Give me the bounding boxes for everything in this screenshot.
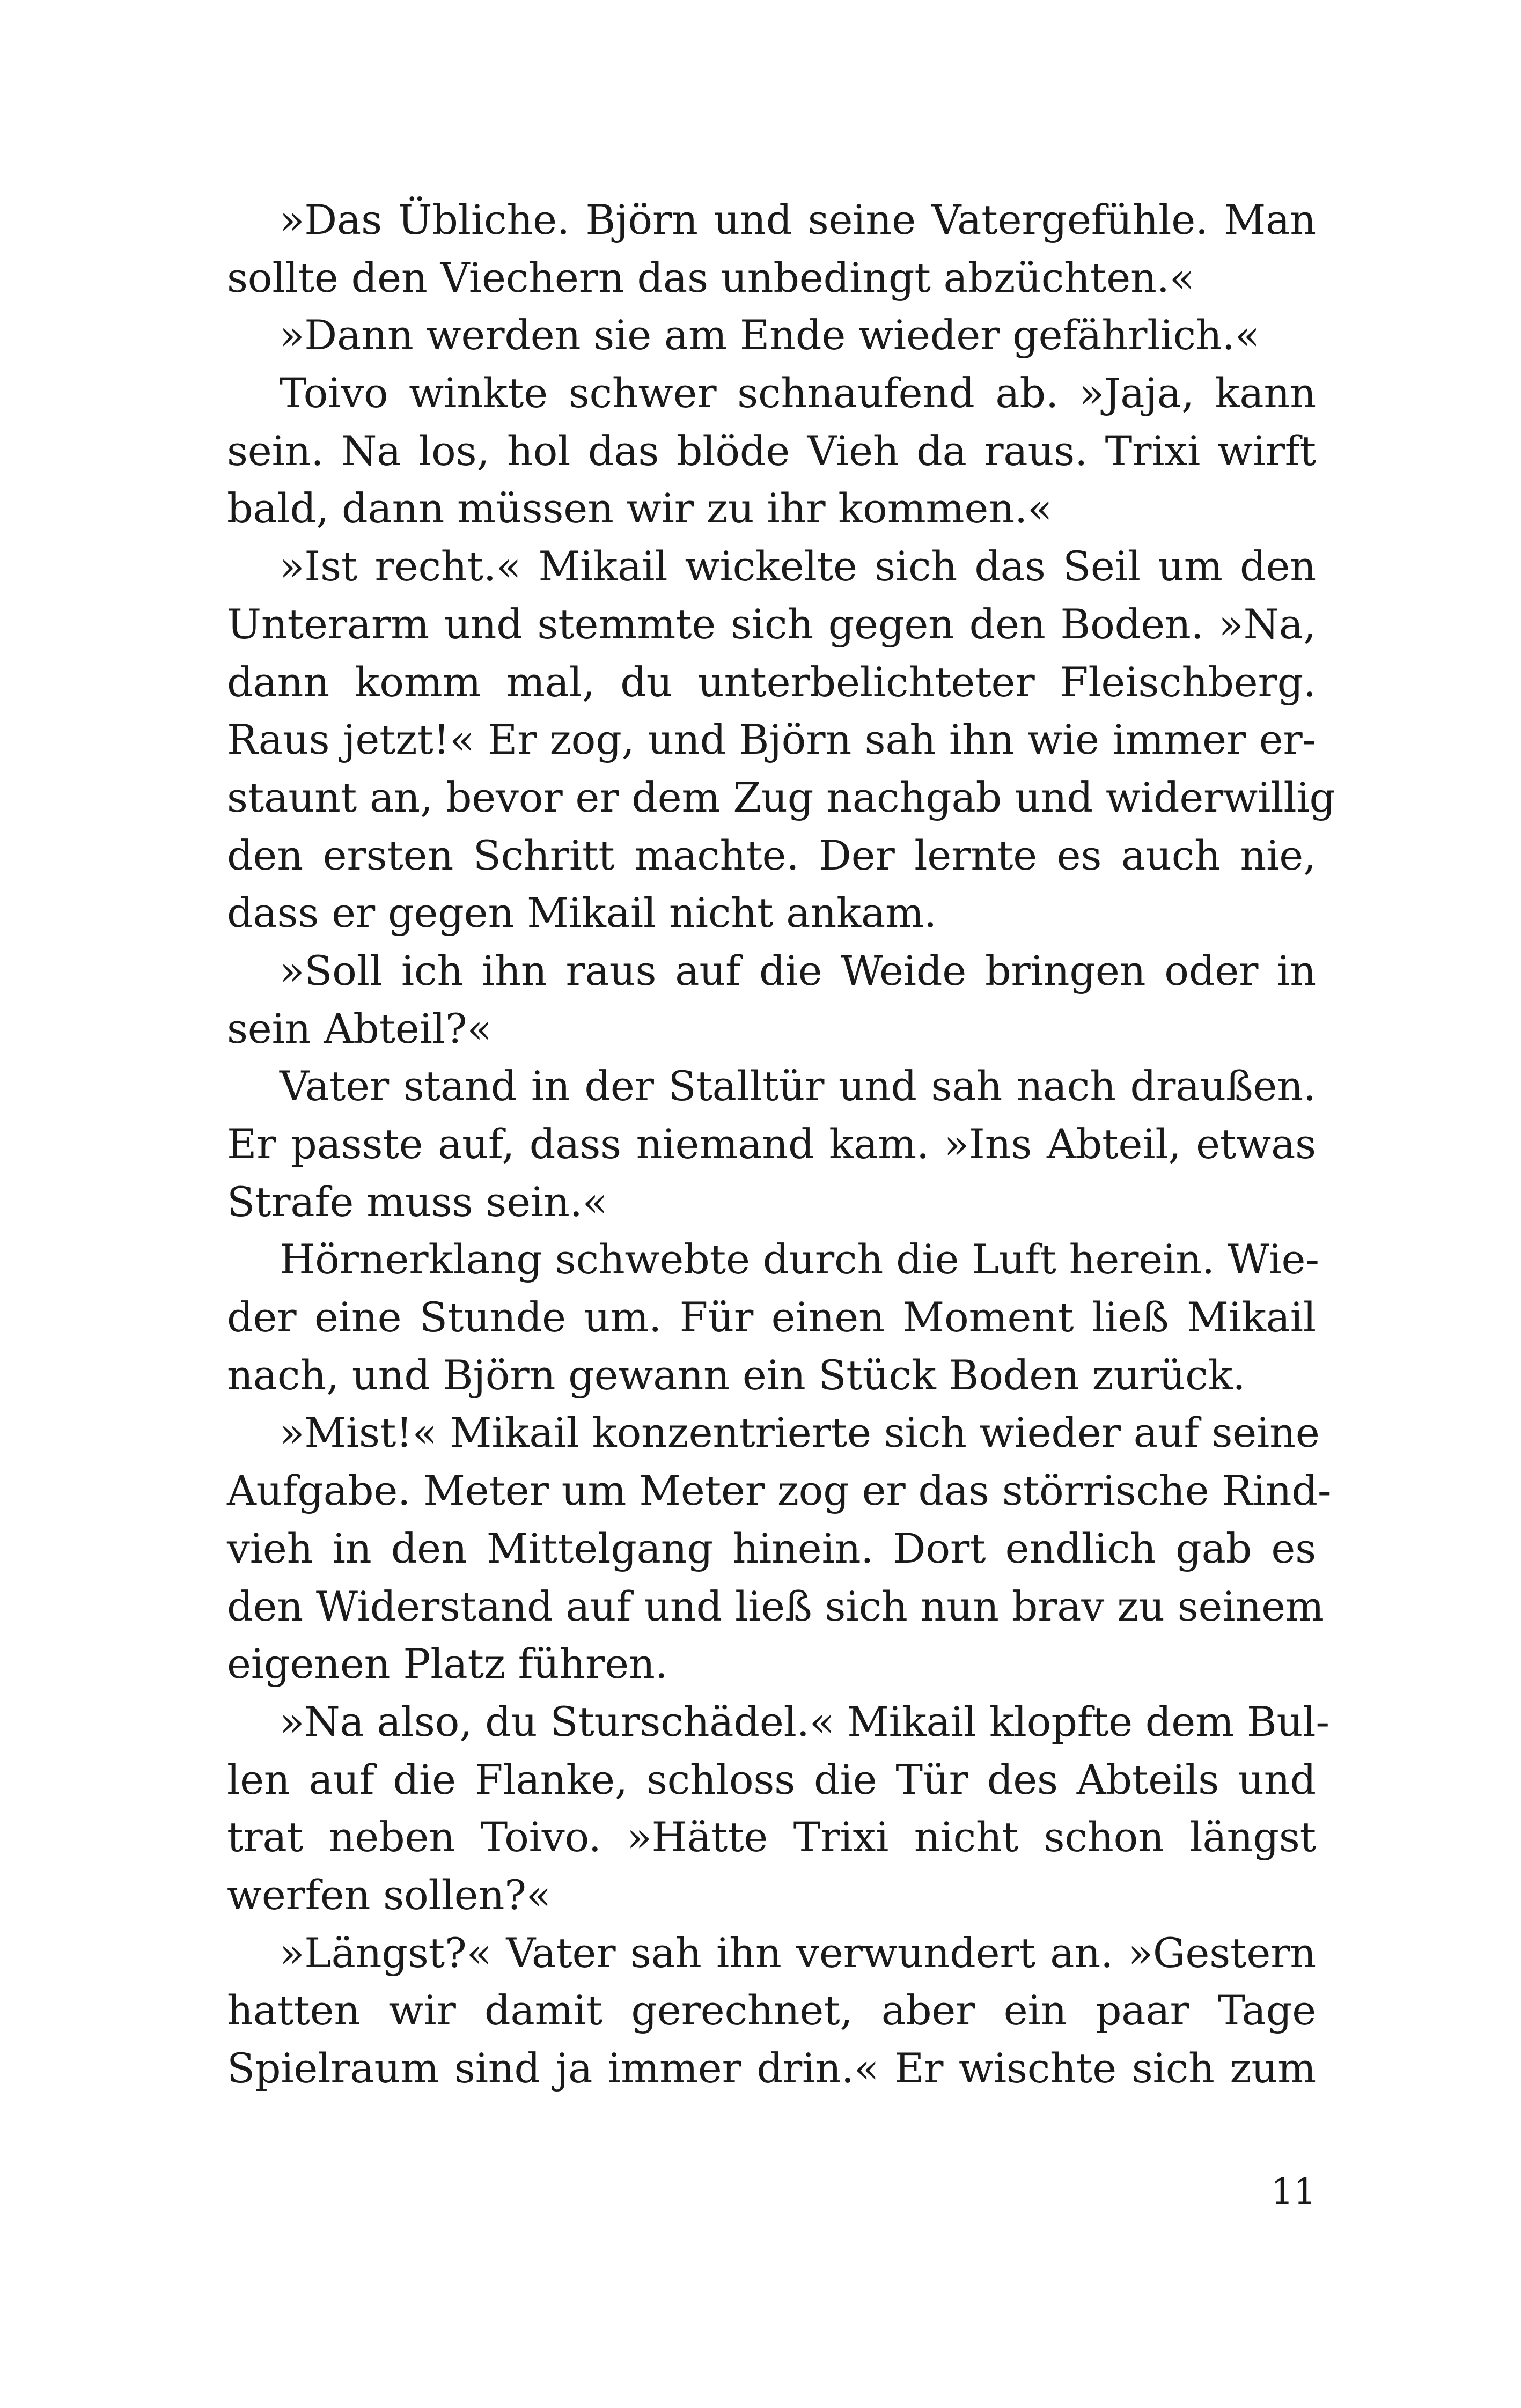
text-line: »Mist!« Mikail konzentrierte sich wieder auf seine bbox=[280, 1409, 1320, 1457]
text-line: vieh in den Mittelgang hinein. Dort endlich gab es bbox=[227, 1524, 1316, 1572]
text-line: Vater stand in der Stalltür und sah nach draußen. bbox=[280, 1062, 1316, 1110]
text-line: werfen sollen?« bbox=[227, 1871, 552, 1919]
body-text bbox=[227, 191, 1335, 2097]
text-line: »Längst?« Vater sah ihn verwundert an. »Gestern bbox=[280, 1928, 1316, 1977]
text-line: nach, und Björn gewann ein Stück Boden zurück. bbox=[227, 1351, 1246, 1399]
text-line: »Dann werden sie am Ende wieder gefährlich.« bbox=[280, 311, 1260, 359]
text-line: »Das Übliche. Björn und seine Vatergefühle. Man bbox=[280, 196, 1316, 244]
text-line: eigenen Platz führen. bbox=[227, 1640, 668, 1688]
text-line: hatten wir damit gerechnet, aber ein paar Tage bbox=[227, 1986, 1316, 2035]
text-line: »Soll ich ihn raus auf die Weide bringen oder in bbox=[280, 946, 1316, 995]
text-line: trat neben Toivo. »Hätte Trixi nicht schon längst bbox=[227, 1813, 1316, 1861]
text-line: »Ist recht.« Mikail wickelte sich das Seil um den bbox=[280, 542, 1316, 591]
text-line: sein. Na los, hol das blöde Vieh da raus. Trixi wirft bbox=[227, 426, 1316, 475]
text-line: dass er gegen Mikail nicht ankam. bbox=[227, 889, 937, 937]
text-line: staunt an, bevor er dem Zug nachgab und widerwillig bbox=[227, 773, 1335, 821]
text-line: der eine Stunde um. Für einen Moment ließ Mikail bbox=[227, 1293, 1316, 1342]
text-line: »Na also, du Sturschädel.« Mikail klopfte dem Bul- bbox=[280, 1697, 1329, 1746]
text-line: sein Abteil?« bbox=[227, 1004, 492, 1052]
text-line: den Widerstand auf und ließ sich nun brav zu seinem bbox=[227, 1582, 1324, 1630]
text-line: Aufgabe. Meter um Meter zog er das störrische Rind- bbox=[227, 1467, 1332, 1515]
text-line: sollte den Viechern das unbedingt abzüchten.« bbox=[227, 253, 1195, 301]
text-line: Er passte auf, dass niemand kam. »Ins Abteil, etwas bbox=[227, 1120, 1316, 1168]
text-line: Hörnerklang schwebte durch die Luft herein. Wie- bbox=[280, 1235, 1319, 1284]
text-line: len auf die Flanke, schloss die Tür des Abteils und bbox=[227, 1755, 1316, 1803]
text-line: Raus jetzt!« Er zog, und Björn sah ihn wie immer er- bbox=[227, 716, 1316, 764]
text-line: Unterarm und stemmte sich gegen den Boden. »Na, bbox=[227, 600, 1316, 648]
text-line: Spielraum sind ja immer drin.« Er wischte sich zum bbox=[227, 2044, 1316, 2092]
text-line: dann komm mal, du unterbelichteter Fleischberg. bbox=[227, 658, 1316, 706]
text-line: bald, dann müssen wir zu ihr kommen.« bbox=[227, 484, 1053, 533]
text-line: den ersten Schritt machte. Der lernte es auch nie, bbox=[227, 831, 1316, 879]
text-line: Toivo winkte schwer schnaufend ab. »Jaja, kann bbox=[280, 369, 1316, 417]
text-line: Strafe muss sein.« bbox=[227, 1177, 607, 1226]
page-number: 11 bbox=[1271, 2171, 1316, 2212]
